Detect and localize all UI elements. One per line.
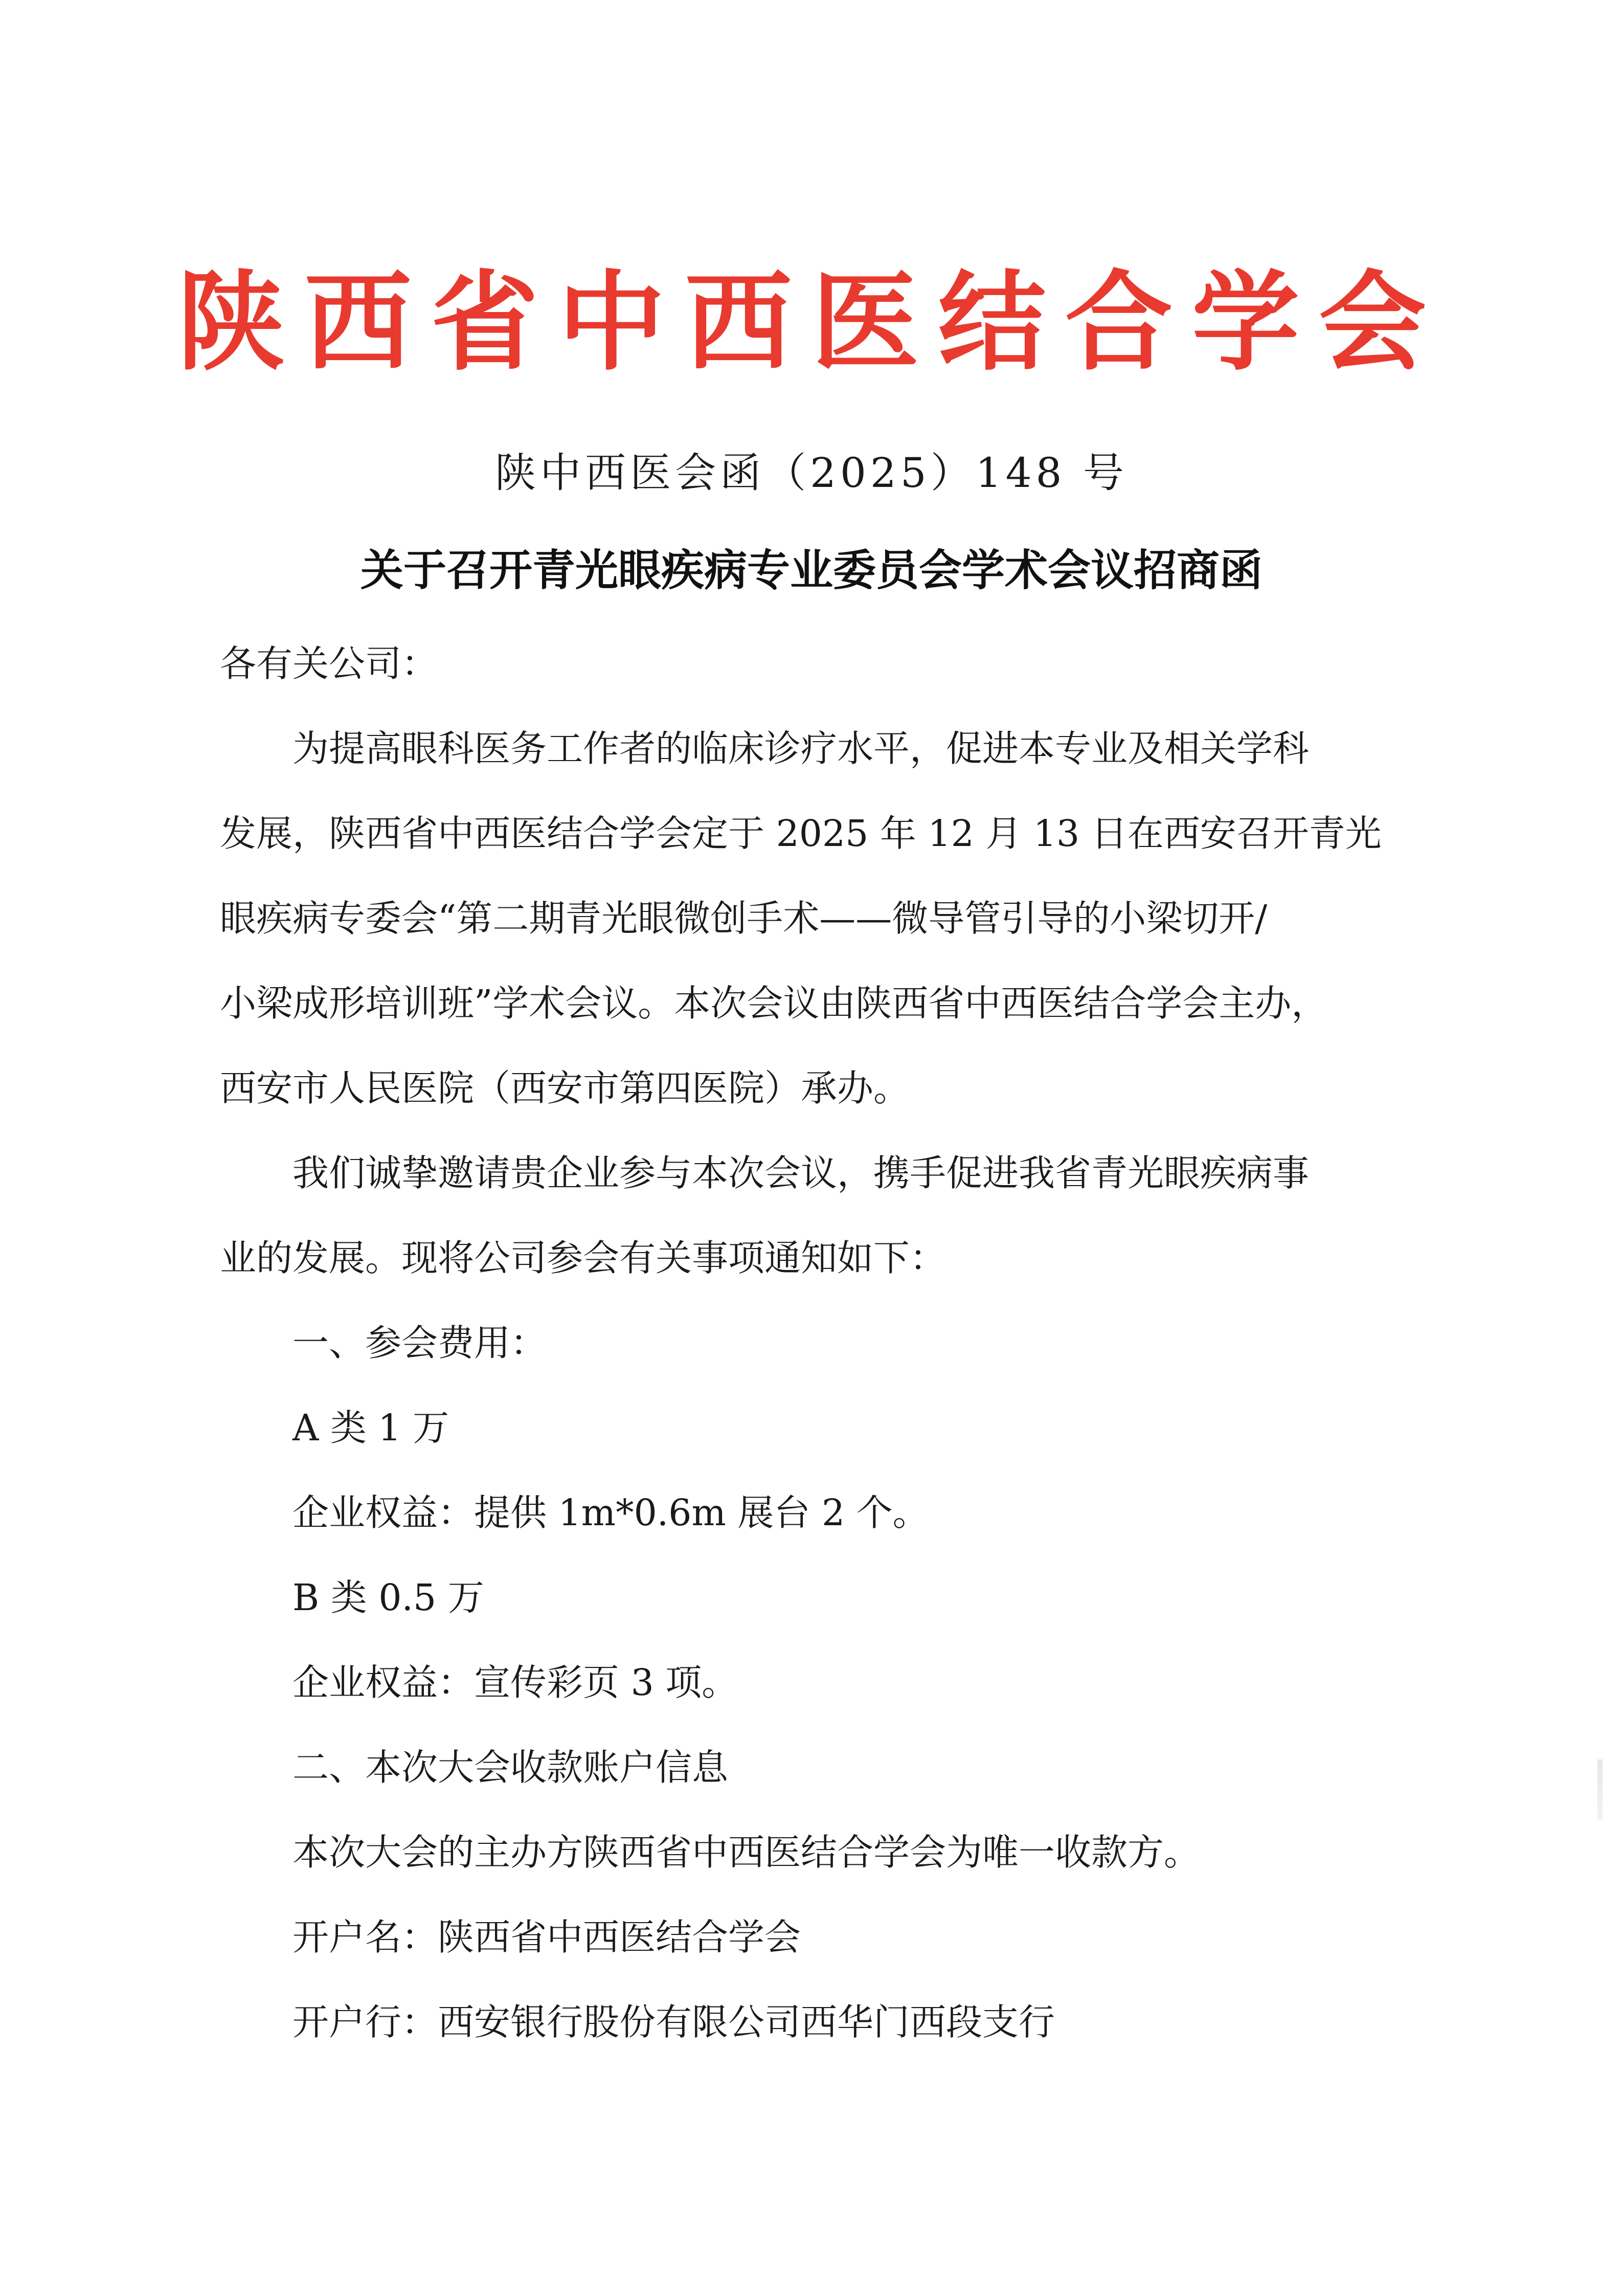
document-body — [220, 621, 1381, 2065]
account-name: 开户名：陕西省中西医结合学会 — [292, 1916, 801, 1958]
document-number: 陕中西医会函（2025）148 号 — [495, 449, 1128, 497]
letterhead-title: 陕西省中西医结合学会 — [177, 259, 1446, 385]
fee-class-b: B 类 0.5 万 — [292, 1576, 484, 1619]
document-title: 关于召开青光眼疾病专业委员会学术会议招商函 — [360, 545, 1263, 595]
paragraph-line: 我们诚挚邀请贵企业参与本次会议，携手促进我省青光眼疾病事 — [292, 1152, 1310, 1194]
fee-class-b-benefit: 企业权益：宣传彩页 3 项。 — [292, 1661, 738, 1704]
section-heading-fees: 一、参会费用： — [292, 1322, 547, 1364]
paragraph-line: 发展，陕西省中西医结合学会定于 2025 年 12 月 13 日在西安召开青光 — [220, 812, 1382, 855]
paragraph-line: 为提高眼科医务工作者的临床诊疗水平，促进本专业及相关学科 — [292, 727, 1310, 770]
salutation: 各有关公司： — [220, 642, 438, 685]
fee-class-a-benefit: 企业权益：提供 1m*0.6m 展台 2 个。 — [292, 1491, 929, 1534]
section-heading-account: 二、本次大会收款账户信息 — [292, 1746, 729, 1789]
payee-statement: 本次大会的主办方陕西省中西医结合学会为唯一收款方。 — [292, 1831, 1201, 1874]
scan-edge-mark — [1597, 1759, 1603, 1821]
paragraph-line: 眼疾病专委会“第二期青光眼微创手术——微导管引导的小梁切开/ — [220, 897, 1268, 940]
paragraph-line: 小梁成形培训班”学术会议。本次会议由陕西省中西医结合学会主办， — [220, 982, 1328, 1024]
paragraph-line: 西安市人民医院（西安市第四医院）承办。 — [220, 1067, 910, 1109]
fee-class-a: A 类 1 万 — [292, 1407, 449, 1449]
account-bank: 开户行：西安银行股份有限公司西华门西段支行 — [292, 2001, 1055, 2043]
paragraph-line: 业的发展。现将公司参会有关事项通知如下： — [220, 1237, 946, 1279]
